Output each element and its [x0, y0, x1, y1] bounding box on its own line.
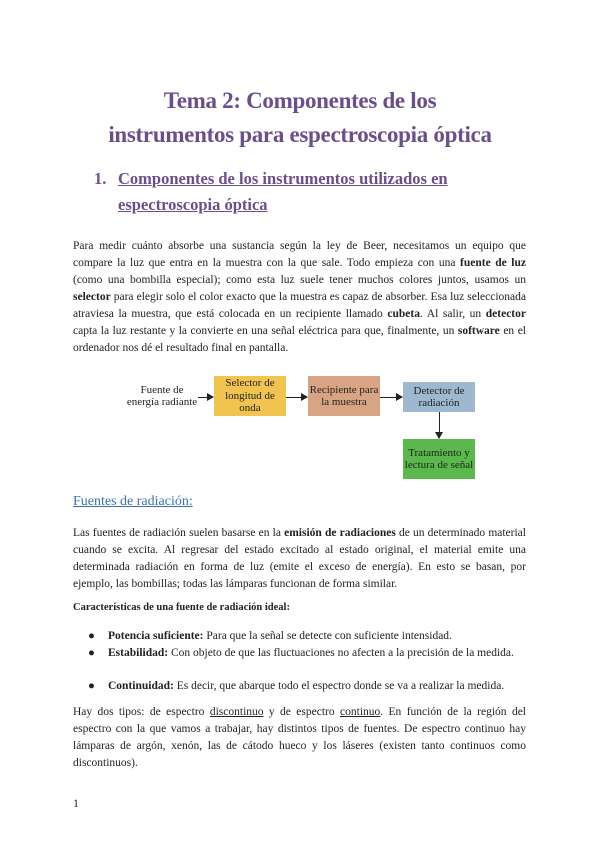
bullet-label: Continuidad: — [108, 680, 174, 692]
diagram-box-detector: Detector de radiación — [403, 382, 475, 412]
intro-text-6: en el ordenador nos dé el resultado final en pantalla. — [73, 325, 526, 354]
intro-text-5: capta la luz restante y la convierte en una señal eléctrica para que, finalmente, un — [73, 325, 458, 337]
bullet-label: Potencia suficiente: — [108, 630, 204, 642]
term-discontinuo: discontinuo — [209, 706, 264, 718]
diagram-box-recipiente: Recipiente para la muestra — [308, 376, 380, 416]
section-title-line-1: Componentes de los instrumentos utilizados en — [118, 169, 448, 188]
term-fuente-de-luz: fuente de luz — [460, 257, 526, 269]
bullet-icon: ● — [88, 680, 95, 692]
fuentes-p2-text-1: Hay dos tipos: de espectro — [73, 706, 210, 718]
bullet-icon: ● — [88, 647, 95, 659]
section-heading — [94, 166, 498, 218]
bullet-text: Es decir, que abarque todo el espectro donde se va a realizar la medida. — [173, 680, 505, 692]
bullet-item — [88, 628, 524, 644]
fuentes-p2-text-2: y de espectro — [263, 706, 341, 718]
fuentes-heading: Fuentes de radiación: — [73, 494, 193, 509]
intro-text-4: . Al salir, un — [419, 308, 486, 320]
fuentes-paragraph-1 — [73, 525, 526, 593]
fuentes-p2-text-3: . En función de la región del espectro con la que vamos a trabajar, hay distintos tipos de fuentes. De espectro continuo hay lámparas de argón, xenón, las de cátodo hueco y los láseres (existen tanto continuos como discontinuos). — [73, 706, 526, 769]
term-emision: emisión de radiaciones — [284, 527, 396, 539]
bullet-text: Con objeto de que las fluctuaciones no afecten a la precisión de la medida. — [168, 647, 514, 659]
page-title-line-2: instrumentos para espectroscopia óptica — [108, 122, 492, 147]
arrow-4 — [439, 412, 440, 438]
term-detector: detector — [485, 308, 526, 320]
bullet-label: Estabilidad: — [108, 647, 169, 659]
term-software: software — [457, 325, 500, 337]
bullet-icon: ● — [88, 630, 95, 642]
diagram-box-fuente: Fuente de energía radiante — [126, 376, 198, 416]
section-title-line-2: espectroscopia óptica — [118, 195, 268, 214]
term-selector: selector — [73, 291, 111, 303]
fuentes-text-2: de un determinado material cuando se excita. Al regresar del estado excitado al estado original, el material emite una determinada radiación en forma de luz (emite el exceso de energía). En esto se basan, por ejemplo, las bombillas; todas las lámparas funcionan de forma similar. — [73, 527, 526, 590]
page-title-line-1: Tema 2: Componentes de los — [163, 88, 437, 113]
fuentes-paragraph-2 — [73, 704, 526, 772]
diagram-box-selector: Selector de longitud de onda — [214, 376, 286, 416]
section-number: 1. — [94, 169, 107, 188]
intro-paragraph — [73, 238, 526, 357]
intro-text-2: (como una bombilla especial); como esta luz suele tener muchos colores juntos, usamos un — [73, 274, 526, 286]
term-cubeta: cubeta — [387, 308, 420, 320]
intro-text-1: Para medir cuánto absorbe una sustancia según la ley de Beer, necesitamos un equipo que compare la luz que entra en la muestra con la que sale. Todo empieza con una — [73, 240, 526, 269]
intro-text-3: para elegir solo el color exacto que la muestra es capaz de absorber. Esa luz seleccionada atraviesa la muestra, que está colocada en un recipiente llamado — [73, 291, 526, 320]
bullet-item — [88, 678, 524, 694]
page-title — [40, 84, 560, 152]
term-continuo: continuo — [340, 706, 381, 718]
arrow-2 — [286, 397, 307, 398]
fuentes-text-1: Las fuentes de radiación suelen basarse en la — [73, 527, 285, 539]
diagram-box-tratamiento: Tratamiento y lectura de señal — [403, 439, 475, 479]
arrow-3 — [380, 397, 402, 398]
characteristics-heading: Características de una fuente de radiación ideal: — [73, 602, 290, 613]
bullet-item — [88, 645, 524, 661]
bullet-text: Para que la señal se detecte con suficiente intensidad. — [203, 630, 452, 642]
page-number: 1 — [73, 796, 79, 810]
arrow-1 — [198, 397, 213, 398]
